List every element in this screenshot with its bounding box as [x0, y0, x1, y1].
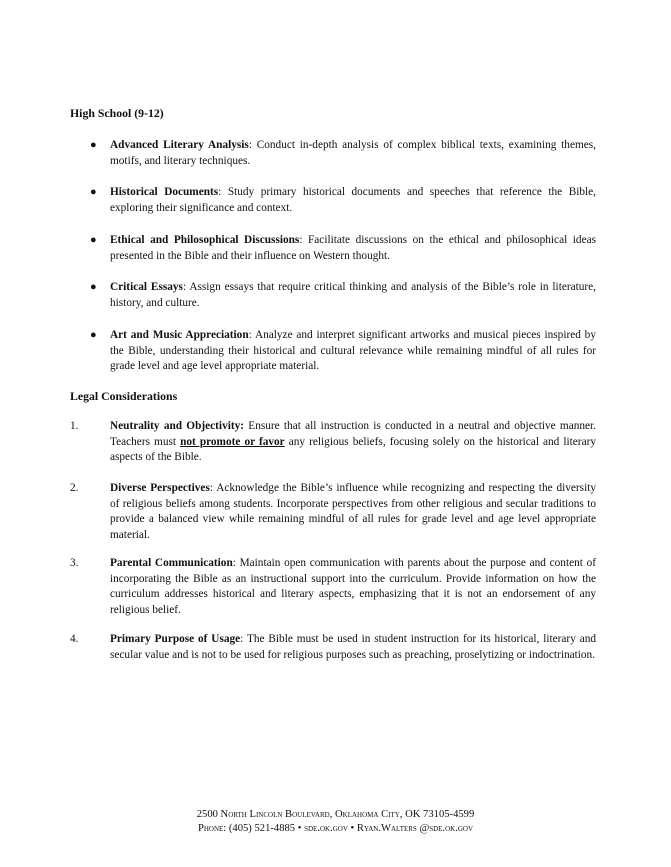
bullet-icon: ● [90, 281, 97, 293]
bullet-icon: ● [90, 234, 97, 246]
item-text: : Acknowledge the Bible’s influence while recognizing and respecting the diversity of religious beliefs among students. Incorporate perspectives from other religious and secular traditions to provide a balanced view while remaining mindful of all rules for grade level and age level appropriate material. [110, 482, 596, 541]
footer-contact: Phone: (405) 521-4885 • sde.ok.gov • Ryan.Walters @sde.ok.gov [197, 823, 474, 834]
footer-address: 2500 North Lincoln Boulevard, Oklahoma City, OK 73105-4599 [196, 809, 475, 820]
list-number: 3. [70, 557, 79, 569]
section-heading-high-school: High School (9-12) [70, 106, 164, 120]
section-heading-legal: Legal Considerations [70, 389, 178, 403]
list-item [110, 280, 596, 311]
item-term: Neutrality and Objectivity: [110, 420, 245, 432]
item-text: Conduct in-depth analysis of complex biblical texts, examining themes, motifs, and literary techniques. [110, 139, 596, 167]
item-term: Art and Music Appreciation [110, 329, 249, 341]
list-item [110, 419, 596, 466]
item-term: Primary Purpose of Usage [110, 633, 241, 645]
item-sep: : [248, 139, 252, 151]
list-number: 2. [70, 482, 79, 494]
item-text: Analyze and interpret significant artworks and musical pieces inspired by the Bible, understanding their historical and cultural relevance while remaining mindful of all rules for grade level and age level appropriate material. [110, 329, 596, 372]
item-term: Advanced Literary Analysis [110, 139, 249, 151]
list-number: 1. [70, 420, 79, 432]
list-item [110, 481, 596, 543]
item-emphasis: not promote or favor [180, 435, 285, 448]
item-text: Ensure that all instruction is conducted in a neutral and objective manner. Teachers must [110, 420, 596, 448]
list-number: 4. [70, 633, 79, 645]
item-term: Critical Essays [110, 281, 183, 293]
item-term: Diverse Perspectives [110, 482, 210, 494]
item-text: Assign essays that require critical thinking and analysis of the Bible’s role in literature, history, and culture. [110, 281, 597, 309]
item-sep: : [248, 329, 252, 341]
item-term: Parental Communication [110, 557, 233, 569]
item-term: Ethical and Philosophical Discussions [110, 234, 300, 246]
list-item [110, 138, 596, 169]
list-item [110, 556, 596, 618]
list-item [110, 233, 596, 264]
bullet-icon: ● [90, 329, 97, 341]
item-text: Facilitate discussions on the ethical and philosophical ideas presented in the Bible and their influence on Western thought. [110, 234, 596, 262]
item-text: any religious beliefs, focusing solely on the historical and literary aspects of the Bible. [110, 435, 596, 463]
item-sep: : [218, 186, 222, 198]
item-sep: : [299, 234, 303, 246]
list-item [110, 632, 596, 663]
item-sep: : [182, 281, 187, 293]
list-item [110, 328, 596, 375]
bullet-icon: ● [90, 139, 97, 151]
bullet-icon: ● [90, 186, 97, 198]
item-term: Historical Documents [110, 186, 219, 198]
item-text: Study primary historical documents and speeches that reference the Bible, exploring their significance and context. [110, 186, 596, 214]
list-item [110, 185, 596, 216]
item-text: : The Bible must be used in student instruction for its historical, literary and secular value and is not to be used for religious purposes such as preaching, proselytizing or indoctrination. [110, 633, 597, 661]
item-text: : Maintain open communication with parents about the purpose and content of incorporating the Bible as an instructional support into the curriculum. Provide information on how the curriculum addresses historical and literary aspects, emphasizing that it is not an endorsement of any religious belief. [110, 557, 597, 616]
